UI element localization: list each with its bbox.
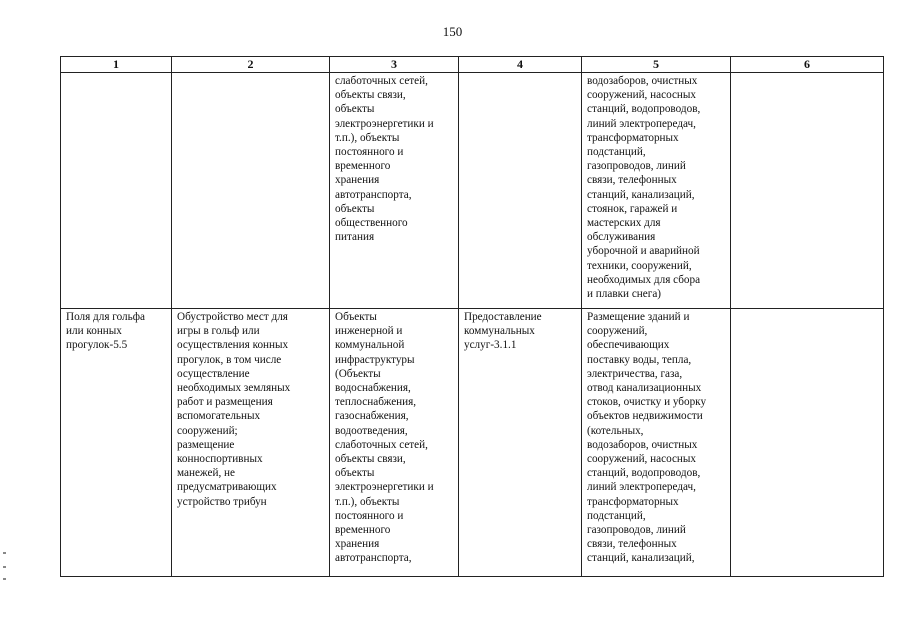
table-cell — [731, 73, 884, 309]
cell-text: Предоставление коммунальных услуг-3.1.1 — [464, 311, 542, 352]
cell-text: Поля для гольфа или конных прогулок-5.5 — [66, 311, 145, 352]
table-cell — [582, 73, 731, 309]
column-header: 3 — [330, 57, 459, 73]
column-header: 5 — [582, 57, 731, 73]
cell-text: Размещение зданий и сооружений, обеспечивающих поставку воды, тепла, электричества, газа, отвод канализационных стоков, очистку и уборку объектов недвижимости (котельных, водозаборов, очистных сооружений, насосных станций, водопроводов, линий электропередач, трансформаторных подстанций, газопроводов, линий связи, телефонных станций, канализаций, — [587, 311, 707, 565]
table-cell — [61, 73, 172, 309]
table-cell — [61, 309, 172, 577]
table-cell — [330, 309, 459, 577]
scan-edge-mark — [3, 578, 6, 580]
column-header: 2 — [172, 57, 330, 73]
scan-edge-mark — [3, 566, 6, 568]
cell-text: Объекты инженерной и коммунальной инфраструктуры (Объекты водоснабжения, теплоснабжения, газоснабжения, водоотведения, слаботочных сетей, объекты связи, объекты электроэнергетики и т.п.), объекты постоянного и временного хранения автотранспорта, — [335, 311, 434, 565]
column-header: 6 — [731, 57, 884, 73]
table-cell — [330, 73, 459, 309]
land-use-table — [60, 56, 884, 577]
column-header: 1 — [61, 57, 172, 73]
column-header: 4 — [459, 57, 582, 73]
table-row — [61, 309, 884, 577]
table-cell — [582, 309, 731, 577]
cell-text: Обустройство мест для игры в гольф или осуществления конных прогулок, в том числе осуществление необходимых земляных работ и размещения вспомогательных сооружений; размещение конноспортивных манежей, не предусматривающих устройство трибун — [177, 311, 291, 508]
table-header-row — [61, 57, 884, 73]
scan-edge-mark — [3, 552, 6, 554]
table-cell — [459, 309, 582, 577]
page-number: 150 — [442, 24, 463, 39]
table-cell — [459, 73, 582, 309]
table-cell — [172, 73, 330, 309]
table-cell — [172, 309, 330, 577]
table-cell — [731, 309, 884, 577]
cell-text: слаботочных сетей, объекты связи, объекты электроэнергетики и т.п.), объекты постоянного и временного хранения автотранспорта, объекты общественного питания — [335, 75, 434, 244]
table-row — [61, 73, 884, 309]
cell-text: водозаборов, очистных сооружений, насосных станций, водопроводов, линий электропередач, трансформаторных подстанций, газопроводов, линий связи, телефонных станций, канализаций, стоянок, гаражей и мастерских для обслуживания уборочной и аварийной техники, сооружений, необходимых для сбора и плавки снега) — [587, 75, 701, 301]
